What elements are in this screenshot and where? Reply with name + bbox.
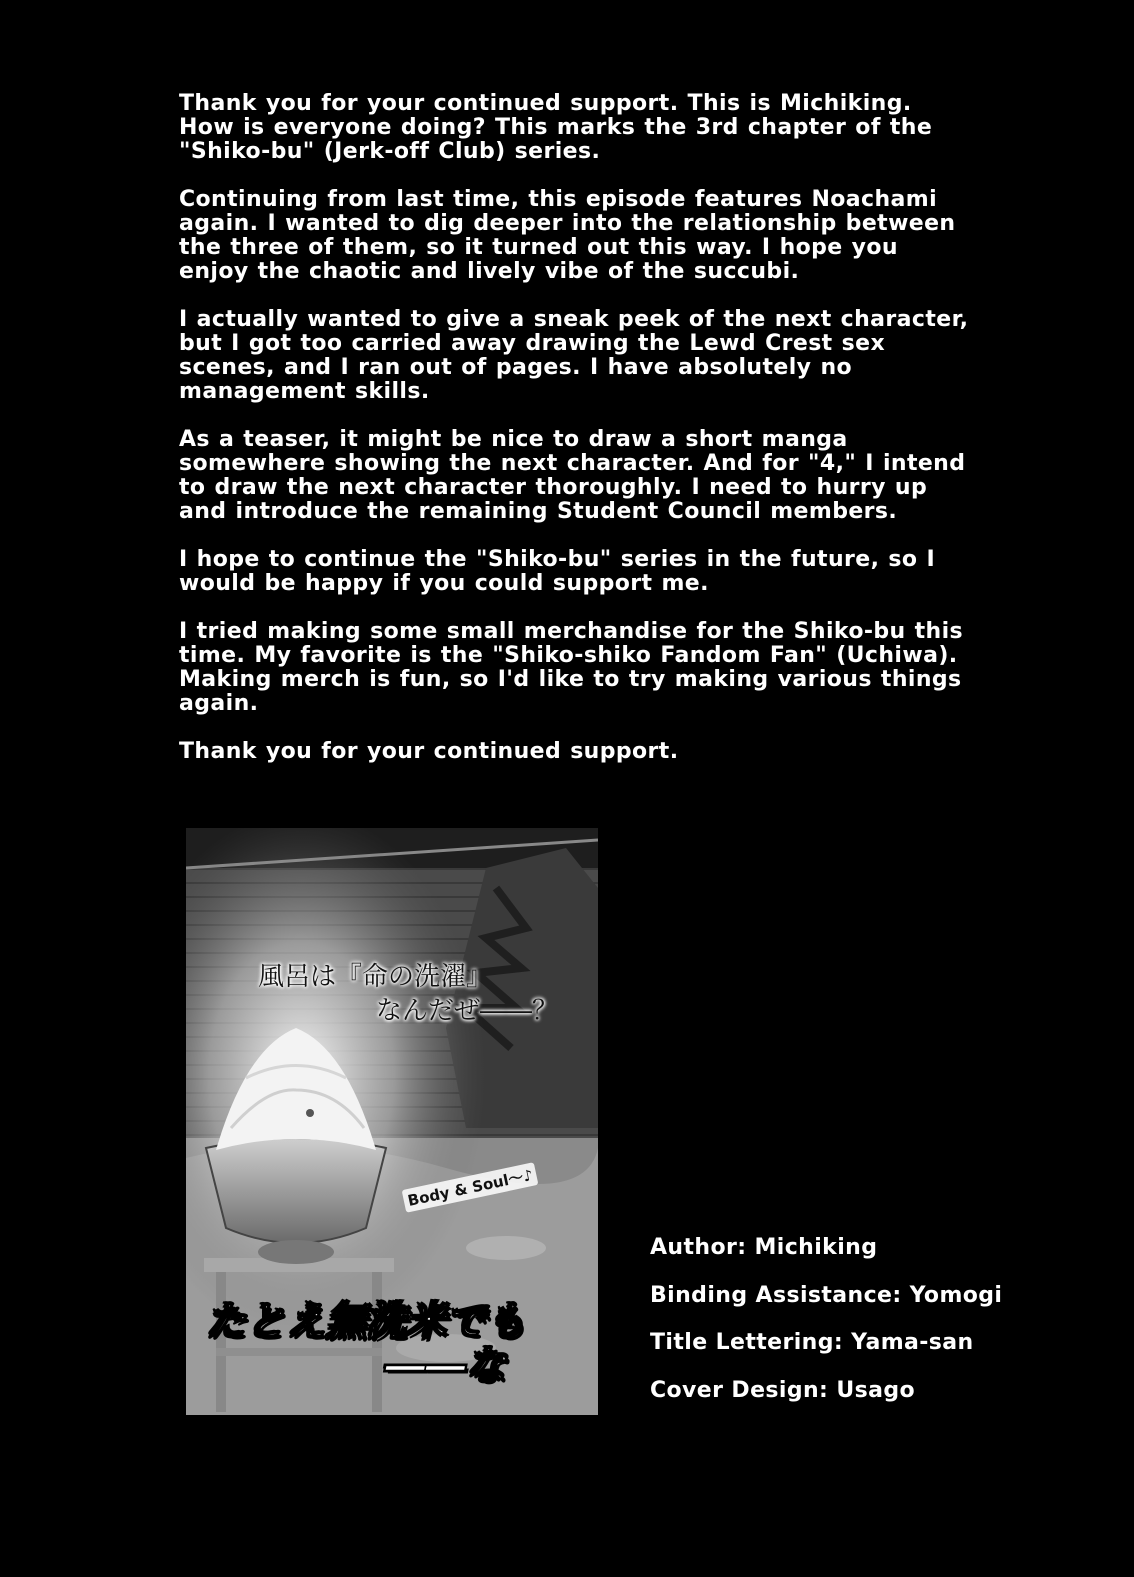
afterword-paragraph-5: I hope to continue the "Shiko-bu" series in the future, so I would be happy if you could support me.	[179, 547, 936, 596]
credit-cover-design: Cover Design: Usago	[650, 1377, 915, 1403]
cover-caption	[258, 960, 578, 1028]
afterword-paragraph-6: I tried making some small merchandise for the Shiko-bu this time. My favorite is the "Shiko-shiko Fandom Fan" (Uchiwa). Making merch is fun, so I'd like to try making various things again.	[179, 619, 964, 716]
afterword-text	[179, 92, 969, 788]
cover-title-line-2: ――な	[386, 1343, 506, 1389]
cover-title	[206, 1300, 586, 1388]
cover-caption-line-2: なんだぜ――？	[376, 996, 559, 1026]
afterword-paragraph-7: Thank you for your continued support.	[179, 739, 679, 764]
afterword-paragraph-3: I actually wanted to give a sneak peek of the next character, but I got too carried away drawing the Lewd Crest sex scenes, and I ran out of pages. I have absolutely no management skills.	[179, 307, 969, 404]
credit-binding: Binding Assistance: Yomogi	[650, 1282, 1003, 1308]
afterword-paragraph-1: Thank you for your continued support. This is Michiking. How is everyone doing? This marks the 3rd chapter of the "Shiko-bu" (Jerk-off Club) series.	[179, 91, 933, 164]
credit-lettering: Title Lettering: Yama-san	[650, 1330, 974, 1355]
afterword-paragraph-4: As a teaser, it might be nice to draw a short manga somewhere showing the next character. And for "4," I intend to draw the next character thoroughly. I need to hurry up and introduce the remaining Student Council members.	[179, 427, 966, 524]
afterword-paragraph-2: Continuing from last time, this episode features Noachami again. I wanted to dig deeper into the relationship between the three of them, so it turned out this way. I hope you enjoy the chaotic and lively vibe of the succubi.	[179, 187, 956, 284]
cover-title-line-1: たとえ無洗米でも	[206, 1299, 526, 1345]
cover-caption-line-1: 風呂は『命の洗濯』	[258, 962, 493, 992]
credits	[650, 1236, 1030, 1426]
cover-illustration	[186, 828, 598, 1415]
cover-english-text: Body & Soul～♪	[402, 1162, 539, 1213]
credit-author: Author: Michiking	[650, 1235, 878, 1260]
